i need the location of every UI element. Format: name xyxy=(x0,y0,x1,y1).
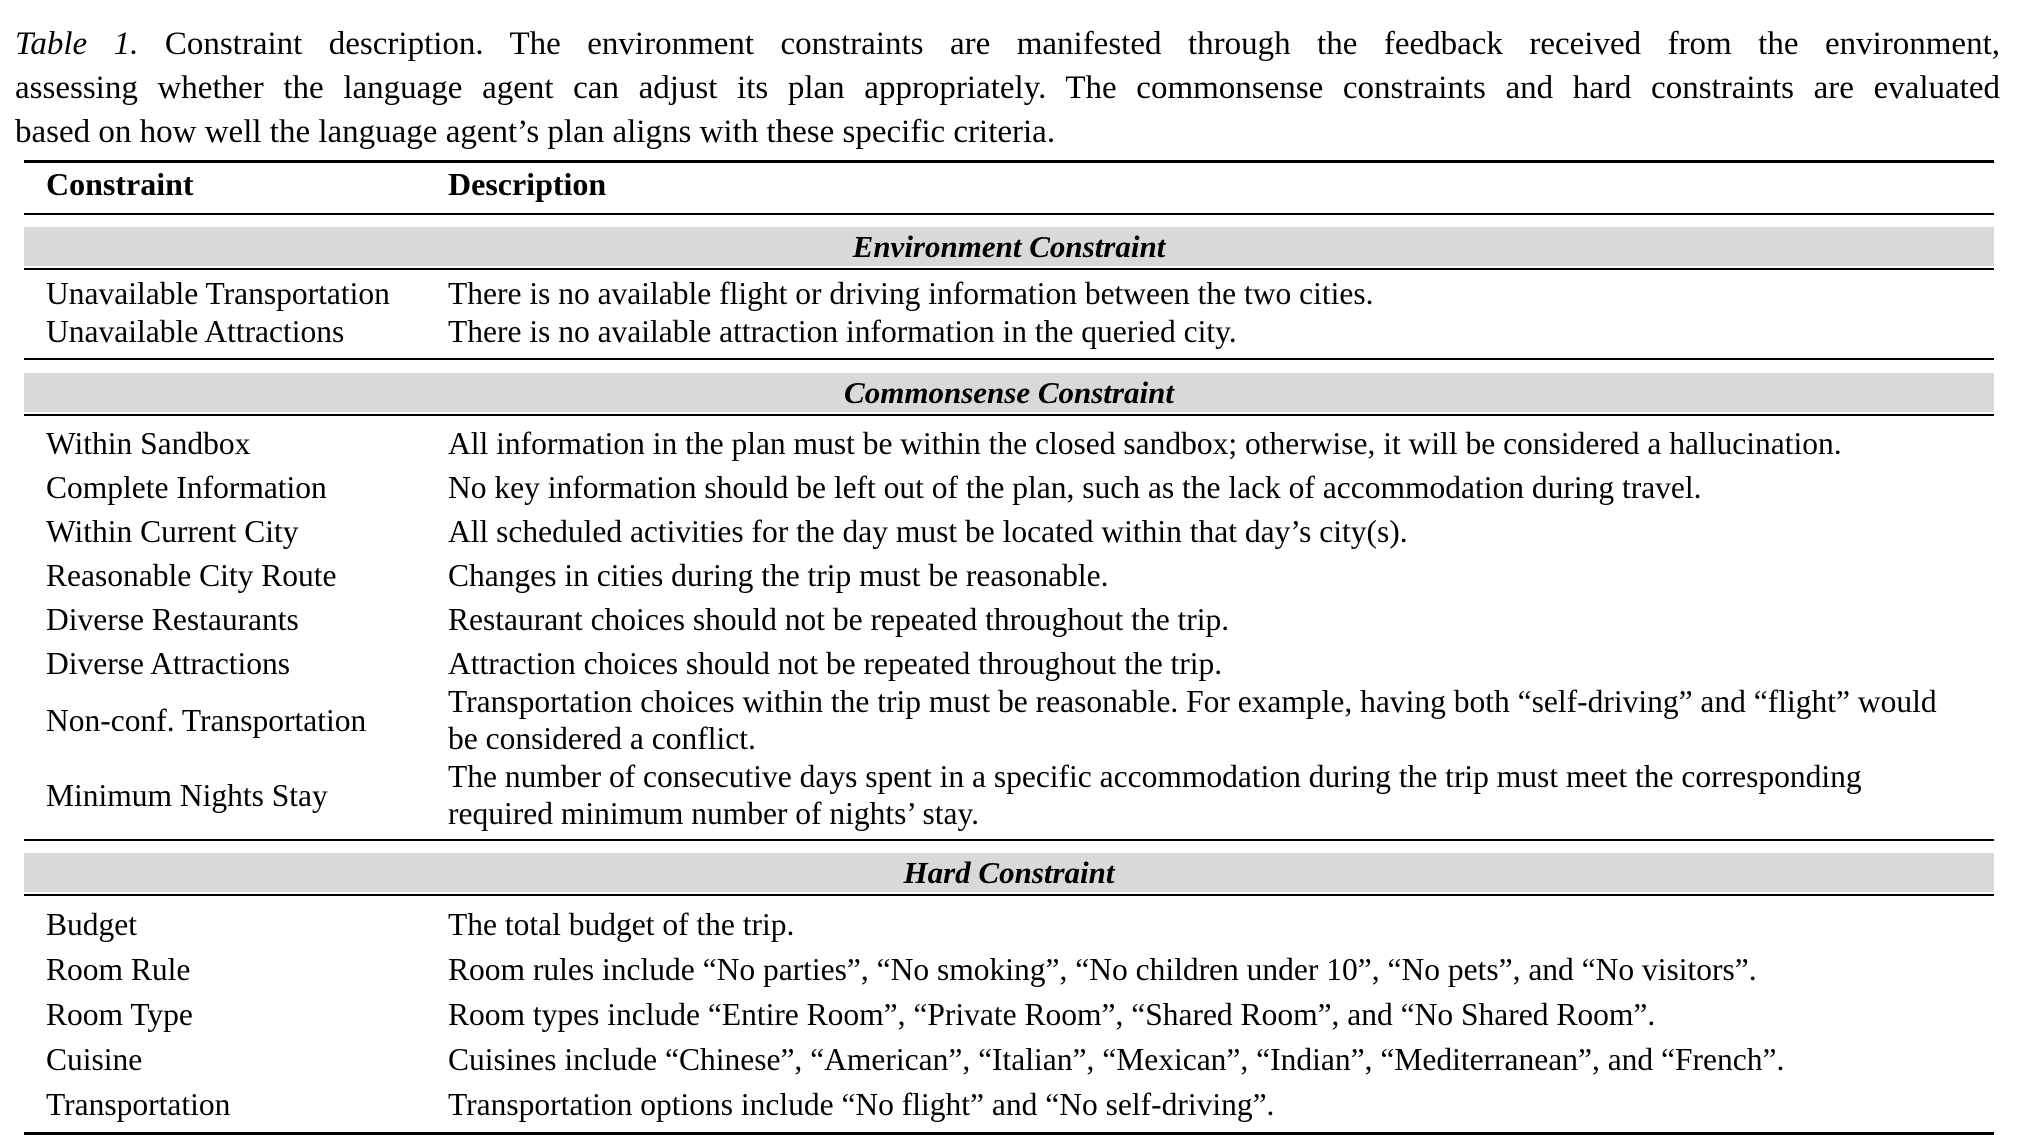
constraint-description: Cuisines include “Chinese”, “American”, “Italian”, “Mexican”, “Indian”, “Mediterranean”, and “French”. xyxy=(448,1042,1785,1077)
section-title-hard: Hard Constraint xyxy=(24,853,1994,892)
constraint-description: The total budget of the trip. xyxy=(448,907,795,942)
header-constraint: Constraint xyxy=(46,166,194,202)
caption-line-3: based on how well the language agent’s plan aligns with these specific criteria. xyxy=(15,114,1056,150)
caption-line-2: assessing whether the language agent can adjust its plan appropriately. The commonsense constraints and hard constraints are evaluated xyxy=(15,70,2000,106)
constraint-name: Transportation xyxy=(46,1087,231,1122)
constraint-name: Unavailable Transportation xyxy=(46,276,390,311)
constraint-name: Within Sandbox xyxy=(46,426,251,461)
constraint-description: Restaurant choices should not be repeated throughout the trip. xyxy=(448,602,1230,637)
section-top-rule-commonsense xyxy=(24,358,1994,360)
constraint-name: Minimum Nights Stay xyxy=(46,778,328,813)
constraint-description: All scheduled activities for the day must be located within that day’s city(s). xyxy=(448,514,1408,549)
constraint-name: Non-conf. Transportation xyxy=(46,703,367,738)
header-rule xyxy=(24,213,1994,215)
section-title-commonsense: Commonsense Constraint xyxy=(24,373,1994,412)
constraint-description: There is no available attraction information in the queried city. xyxy=(448,314,1237,349)
constraint-name: Complete Information xyxy=(46,470,327,505)
constraint-name: Room Type xyxy=(46,997,193,1032)
constraint-name: Reasonable City Route xyxy=(46,558,337,593)
section-rule-commonsense xyxy=(24,414,1994,416)
constraint-description: Changes in cities during the trip must be reasonable. xyxy=(448,558,1109,593)
constraint-name: Room Rule xyxy=(46,952,191,987)
constraint-description: No key information should be left out of the plan, such as the lack of accommodation during travel. xyxy=(448,470,1702,505)
constraint-description-line-1: The number of consecutive days spent in a specific accommodation during the trip must meet the corresponding xyxy=(448,759,1862,794)
constraint-description: Room rules include “No parties”, “No smoking”, “No children under 10”, “No pets”, and “No visitors”. xyxy=(448,952,1757,987)
constraint-description-line-1: Transportation choices within the trip must be reasonable. For example, having both “self-driving” and “flight” would xyxy=(448,684,1937,719)
constraint-description: Room types include “Entire Room”, “Private Room”, “Shared Room”, and “No Shared Room”. xyxy=(448,997,1656,1032)
constraint-name: Within Current City xyxy=(46,514,299,549)
section-rule-hard xyxy=(24,894,1994,896)
constraint-description: All information in the plan must be within the closed sandbox; otherwise, it will be considered a hallucination. xyxy=(448,426,1842,461)
caption-text-1: Constraint description. The environment constraints are manifested through the feedback received from the environment, xyxy=(138,26,2000,62)
caption-line-1 xyxy=(15,22,2000,66)
constraint-name: Unavailable Attractions xyxy=(46,314,345,349)
table-caption xyxy=(15,22,2000,154)
constraint-description: Attraction choices should not be repeated throughout the trip. xyxy=(448,646,1223,681)
section-rule-environment xyxy=(24,268,1994,270)
constraint-name: Diverse Attractions xyxy=(46,646,291,681)
constraint-description-line-2: required minimum number of nights’ stay. xyxy=(448,796,980,831)
table-row xyxy=(24,758,1994,832)
caption-label: Table 1. xyxy=(15,26,139,62)
section-top-rule-hard xyxy=(24,839,1994,841)
table-top-rule xyxy=(24,160,1994,163)
constraint-name: Cuisine xyxy=(46,1042,143,1077)
constraint-description: There is no available flight or driving information between the two cities. xyxy=(448,276,1374,311)
section-title-environment: Environment Constraint xyxy=(24,227,1994,266)
constraint-description: Transportation options include “No flight” and “No self-driving”. xyxy=(448,1087,1275,1122)
constraint-name: Budget xyxy=(46,907,137,942)
constraint-description-line-2: be considered a conflict. xyxy=(448,721,756,756)
constraint-name: Diverse Restaurants xyxy=(46,602,299,637)
header-description: Description xyxy=(448,166,607,202)
table-row xyxy=(24,683,1994,757)
